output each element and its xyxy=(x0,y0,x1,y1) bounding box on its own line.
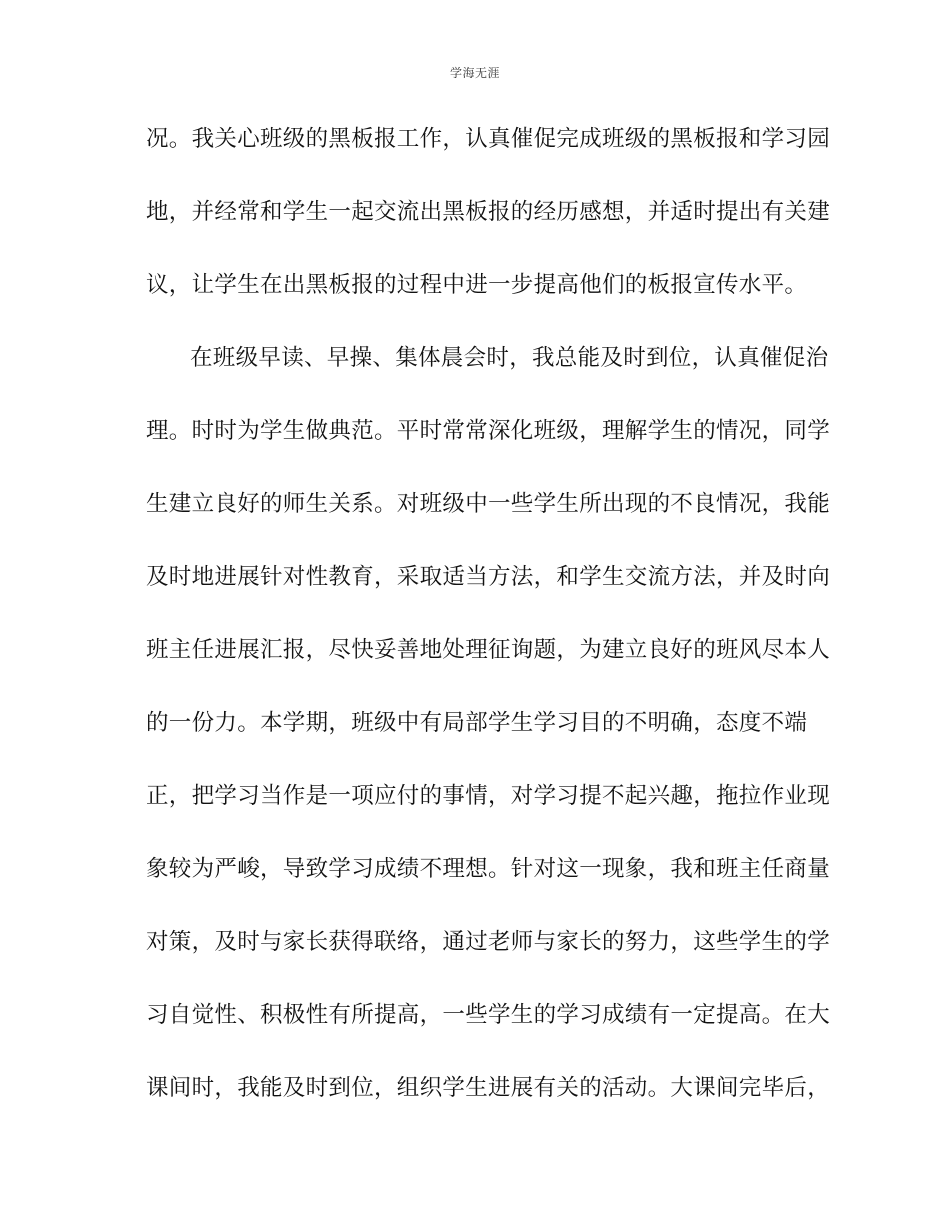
text-line: 象较为严峻，导致学习成绩不理想。针对这一现象，我和班主任商量 xyxy=(146,856,831,882)
text-line: 况。我关心班级的黑板报工作，认真催促完成班级的黑板报和学习园 xyxy=(146,126,831,152)
text-line: 习自觉性、积极性有所提高，一些学生的学习成绩有一定提高。在大 xyxy=(146,1002,831,1028)
text-line: 地，并经常和学生一起交流出黑板报的经历感想，并适时提出有关建 xyxy=(146,199,831,225)
paragraph-first-line: 在班级早读、早操、集体晨会时，我总能及时到位，认真催促治 xyxy=(190,345,829,371)
text-line: 对策，及时与家长获得联络，通过老师与家长的努力，这些学生的学 xyxy=(146,929,831,955)
text-line: 及时地进展针对性教育，采取适当方法，和学生交流方法，并及时向 xyxy=(146,564,831,590)
text-line: 理。时时为学生做典范。平时常常深化班级，理解学生的情况，同学 xyxy=(146,418,831,444)
text-line: 正，把学习当作是一项应付的事情，对学习提不起兴趣，拖拉作业现 xyxy=(146,783,831,809)
text-line: 的一份力。本学期，班级中有局部学生学习目的不明确，态度不端 xyxy=(146,710,808,736)
text-line: 生建立良好的师生关系。对班级中一些学生所出现的不良情况，我能 xyxy=(146,491,831,517)
text-line: 议，让学生在出黑板报的过程中进一步提高他们的板报宣传水平。 xyxy=(146,272,808,298)
page-header: 学海无涯 xyxy=(449,66,500,80)
text-line: 班主任进展汇报，尽快妥善地处理征询题，为建立良好的班风尽本人 xyxy=(146,637,831,663)
body-text xyxy=(146,119,831,1141)
text-line: 课间时，我能及时到位，组织学生进展有关的活动。大课间完毕后， xyxy=(146,1075,831,1101)
